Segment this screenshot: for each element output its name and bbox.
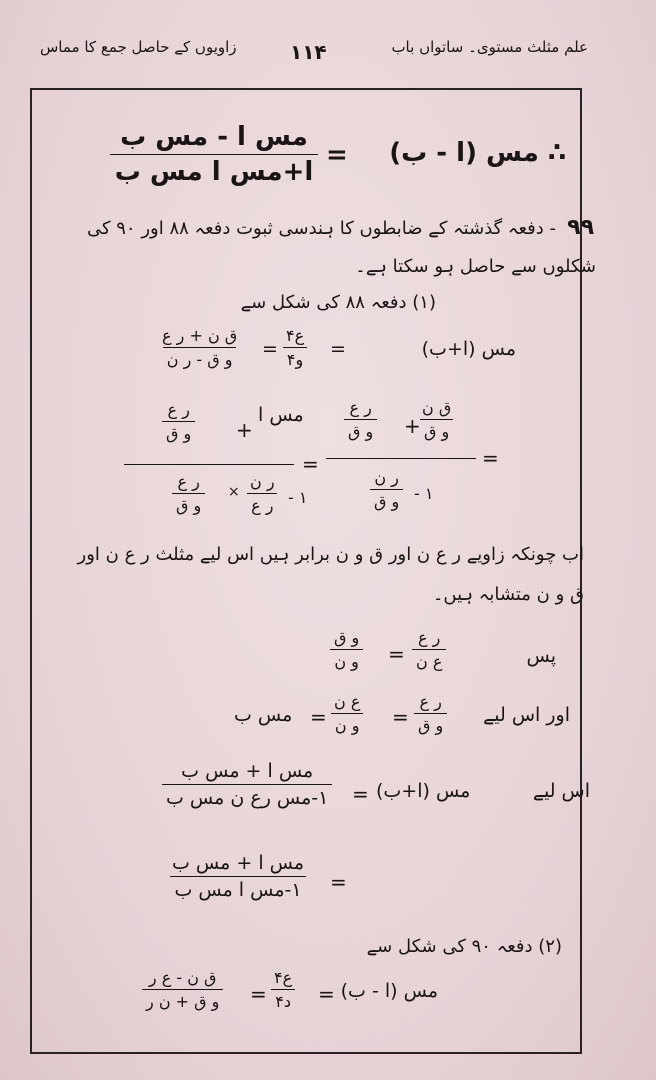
section-text-line2: شکلوں سے حاصل ہو سکتا ہے۔ xyxy=(355,256,596,277)
eq1-f1-den: و۴ xyxy=(283,347,307,369)
eq5-lead: اس لیے xyxy=(532,780,590,802)
eq6-num: مس ا + مس ب xyxy=(172,852,305,874)
formula-denominator: ا+مس ا مس ب xyxy=(110,154,318,187)
eq1-eq: = xyxy=(330,338,346,360)
eq1-fraction1 xyxy=(282,326,308,369)
eq2-eq-mid: = xyxy=(302,452,319,476)
eq4-eq: = xyxy=(392,705,409,729)
eq6-eq: = xyxy=(330,870,347,894)
eq2-a-den-den: و ق xyxy=(370,489,403,511)
formula-numerator: مس ا - مس ب xyxy=(120,122,308,152)
case2-heading: (۲) دفعہ ۹۰ کی شکل سے xyxy=(366,936,562,957)
eq3-eq: = xyxy=(388,642,405,666)
section-text-line1: - دفعہ گذشتہ کے ضابطوں کا ہندسی ثبوت دفعہ ۸۸ اور ۹۰ کی xyxy=(86,218,556,239)
eq2-b-times: × xyxy=(228,484,240,500)
eq2-a-den-num: ر ن xyxy=(374,468,399,487)
eq4-f1-den: و ق xyxy=(414,713,447,735)
eq3-frac1 xyxy=(412,628,446,671)
eq7-lhs: مس (ا - ب) xyxy=(340,980,438,1002)
eq2-b-d-f2d: و ق xyxy=(172,493,205,515)
eq2-b-den-frac1 xyxy=(246,472,279,515)
running-header-chapter: علم مثلث مستوی۔ ساتواں باب xyxy=(391,38,588,56)
formula-fraction xyxy=(108,122,320,187)
eq2-a-num2: ر ع xyxy=(349,398,372,417)
eq5-frac xyxy=(162,760,332,809)
eq4-rhs: مس ب xyxy=(234,704,293,726)
eq5-den: ۱-مس رع ن مس ب xyxy=(162,784,332,809)
eq2-b-d-f1d: ر ع xyxy=(247,493,277,515)
eq1-f2-num: ق ن + ر ع xyxy=(162,326,238,345)
eq5-eq: = xyxy=(352,782,369,806)
para-line2: ق و ن متشابہ ہیں۔ xyxy=(432,584,584,605)
para-line1: اب چونکہ زاویے ر ع ن اور ق و ن برابر ہیں اس لیے مثلث ر ع ن اور xyxy=(77,544,584,565)
eq4-frac1 xyxy=(414,692,447,735)
eq7-f2-den: و ق + ن ر xyxy=(142,989,223,1011)
case1-heading: (۱) دفعہ ۸۸ کی شکل سے xyxy=(240,292,436,313)
eq2-a-den-one: ۱ - xyxy=(414,484,434,503)
eq2-b-d-f2n: ر ع xyxy=(177,472,200,491)
eq2-b-d-f1n: ر ن xyxy=(250,472,275,491)
eq5-lhs: مس (ا+ب) xyxy=(376,780,471,802)
eq2-a-frac1 xyxy=(418,398,455,441)
eq2-b-den: و ق xyxy=(162,421,195,443)
eq4-lead: اور اس لیے xyxy=(483,704,570,726)
eq4-frac2 xyxy=(330,692,364,735)
eq2-b-den-one: ۱ - xyxy=(288,488,308,507)
eq2-a-den1: و ق xyxy=(420,419,453,441)
eq7-f1-den: د۴ xyxy=(271,989,295,1011)
formula-eq: = xyxy=(326,140,348,170)
eq6-frac xyxy=(168,852,308,901)
eq2-eq-right: = xyxy=(482,446,499,470)
eq4-f1-num: ر ع xyxy=(419,692,442,711)
eq5-num: مس ا + مس ب xyxy=(181,760,314,782)
eq7-eq: = xyxy=(318,982,335,1006)
page-number: ۱۱۴ xyxy=(290,40,327,64)
formula-lhs: ∴ مس (ا - ب) xyxy=(389,138,566,168)
eq2-b-frac xyxy=(162,400,195,443)
eq2-a-plus: + xyxy=(404,414,421,438)
eq1-fraction2 xyxy=(158,326,241,369)
eq3-f1-num: ر ع xyxy=(418,628,441,647)
eq3-frac2 xyxy=(330,628,363,671)
eq4-f2-num: ع ن xyxy=(334,692,361,711)
eq2-b-mas: مس ا xyxy=(258,404,304,426)
eq7-frac2 xyxy=(142,968,223,1011)
eq2-b-den-frac2 xyxy=(172,472,205,515)
section-number: ۹۹ xyxy=(567,215,594,240)
eq3-f2-num: و ق xyxy=(334,628,360,647)
eq2-b-num: ر ع xyxy=(167,400,190,419)
eq2-a-frac2 xyxy=(344,398,377,441)
eq6-den: ۱-مس ا مس ب xyxy=(170,876,305,901)
eq1-f2-den: و ق - ر ن xyxy=(163,347,237,369)
eq2-a-den2: و ق xyxy=(344,419,377,441)
eq2-a-den-frac xyxy=(370,468,403,511)
eq3-pas: پس xyxy=(526,645,556,667)
eq4-f2-den: و ن xyxy=(331,713,364,735)
eq7-eq2: = xyxy=(250,982,267,1006)
eq4-eq2: = xyxy=(310,705,327,729)
eq7-f2-num: ق ن - ع ر xyxy=(148,968,217,987)
eq1-lhs: مس (ا+ب) xyxy=(421,338,516,360)
eq2-a-main-bar xyxy=(326,458,476,459)
eq1-eq2: = xyxy=(262,338,278,360)
eq2-b-main-bar xyxy=(124,464,294,465)
eq2-b-plus: + xyxy=(236,418,253,442)
eq3-f2-den: و ن xyxy=(330,649,363,671)
eq1-f1-num: ع۴ xyxy=(286,326,305,345)
eq7-f1-num: ع۴ xyxy=(274,968,293,987)
running-header-topic: زاویوں کے حاصل جمع کا مماس xyxy=(40,38,237,56)
eq3-f1-den: ع ن xyxy=(412,649,446,671)
eq2-a-num1: ق ن xyxy=(422,398,452,417)
eq7-frac1 xyxy=(270,968,296,1011)
